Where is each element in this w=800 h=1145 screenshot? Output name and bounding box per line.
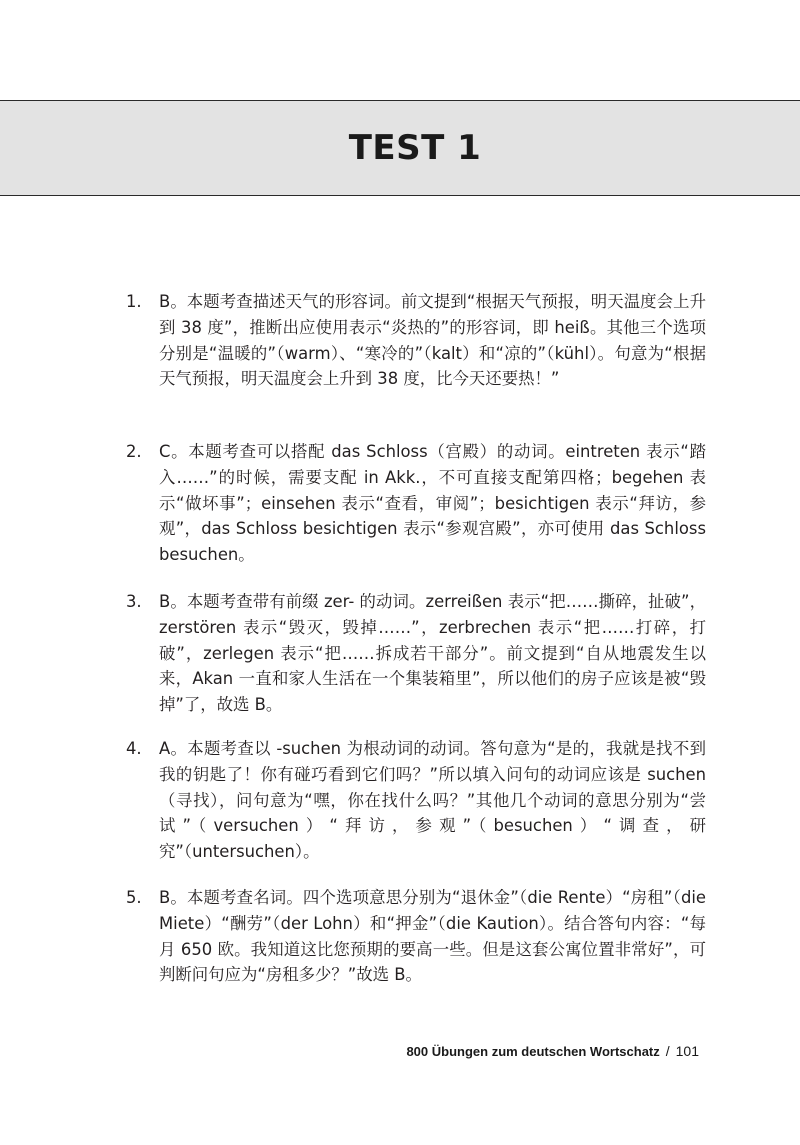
answer-item — [126, 439, 706, 568]
page-number: 101 — [675, 1043, 699, 1059]
footer-separator: / — [665, 1043, 670, 1059]
answer-item — [126, 589, 706, 718]
section-title: TEST 1 — [348, 128, 482, 168]
answer-item — [126, 289, 706, 392]
answer-text: B。本题考查描述天气的形容词。前文提到“根据天气预报，明天温度会上升到 38 度”，推断出应使用表示“炎热的”的形容词，即 heiß。其他三个选项分别是“温暖的”（warm）、“寒冷的”（kalt）和“凉的”（kühl）。句意为“根据天气预报，明天温度会上升到 38 度，比今天还要热！” — [159, 292, 706, 389]
answer-number: 2. — [126, 442, 142, 461]
section-banner — [0, 100, 800, 196]
answer-text: B。本题考查名词。四个选项意思分别为“退休金”（die Rente）“房租”（die Miete）“酬劳”（der Lohn）和“押金”（die Kaution）。结合答句内容：“每月 650 欧。我知道这比您预期的要高一些。但是这套公寓位置非常好”，可判断问句应为“房租多少？”故选 B。 — [159, 888, 706, 985]
footer-book-title: 800 Übungen zum deutschen Wortschatz — [406, 1044, 660, 1059]
answer-text: B。本题考查带有前缀 zer- 的动词。zerreißen 表示“把……撕碎，扯破”，zerstören 表示“毁灭，毁掉……”，zerbrechen 表示“把……打碎，打破”，zerlegen 表示“把……拆成若干部分”。前文提到“自从地震发生以来，Akan 一直和家人生活在一个集装箱里”，所以他们的房子应该是被“毁掉”了，故选 B。 — [159, 592, 706, 715]
answer-text: A。本题考查以 -suchen 为根动词的动词。答句意为“是的，我就是找不到我的钥匙了！你有碰巧看到它们吗？”所以填入问句的动词应该是 suchen（寻找），问句意为“嘿，你在找什么吗？”其他几个动词的意思分别为“尝试”（versuchen）“拜访，参观”（besuchen）“调查，研究”（untersuchen）。 — [159, 739, 706, 862]
answer-number: 5. — [126, 888, 142, 907]
answer-item — [126, 736, 706, 865]
answer-item — [126, 885, 706, 988]
answer-text: C。本题考查可以搭配 das Schloss（宫殿）的动词。eintreten 表示“踏入……”的时候，需要支配 in Akk.，不可直接支配第四格；begehen 表示“做坏事”；einsehen 表示“查看，审阅”；besichtigen 表示“拜访，参观”，das Schloss besichtigen 表示“参观宫殿”，亦可使用 das Schloss besuchen。 — [159, 442, 706, 565]
answer-number: 4. — [126, 739, 142, 758]
page-footer — [406, 1043, 699, 1063]
answer-number: 3. — [126, 592, 142, 611]
answer-number: 1. — [126, 292, 142, 311]
